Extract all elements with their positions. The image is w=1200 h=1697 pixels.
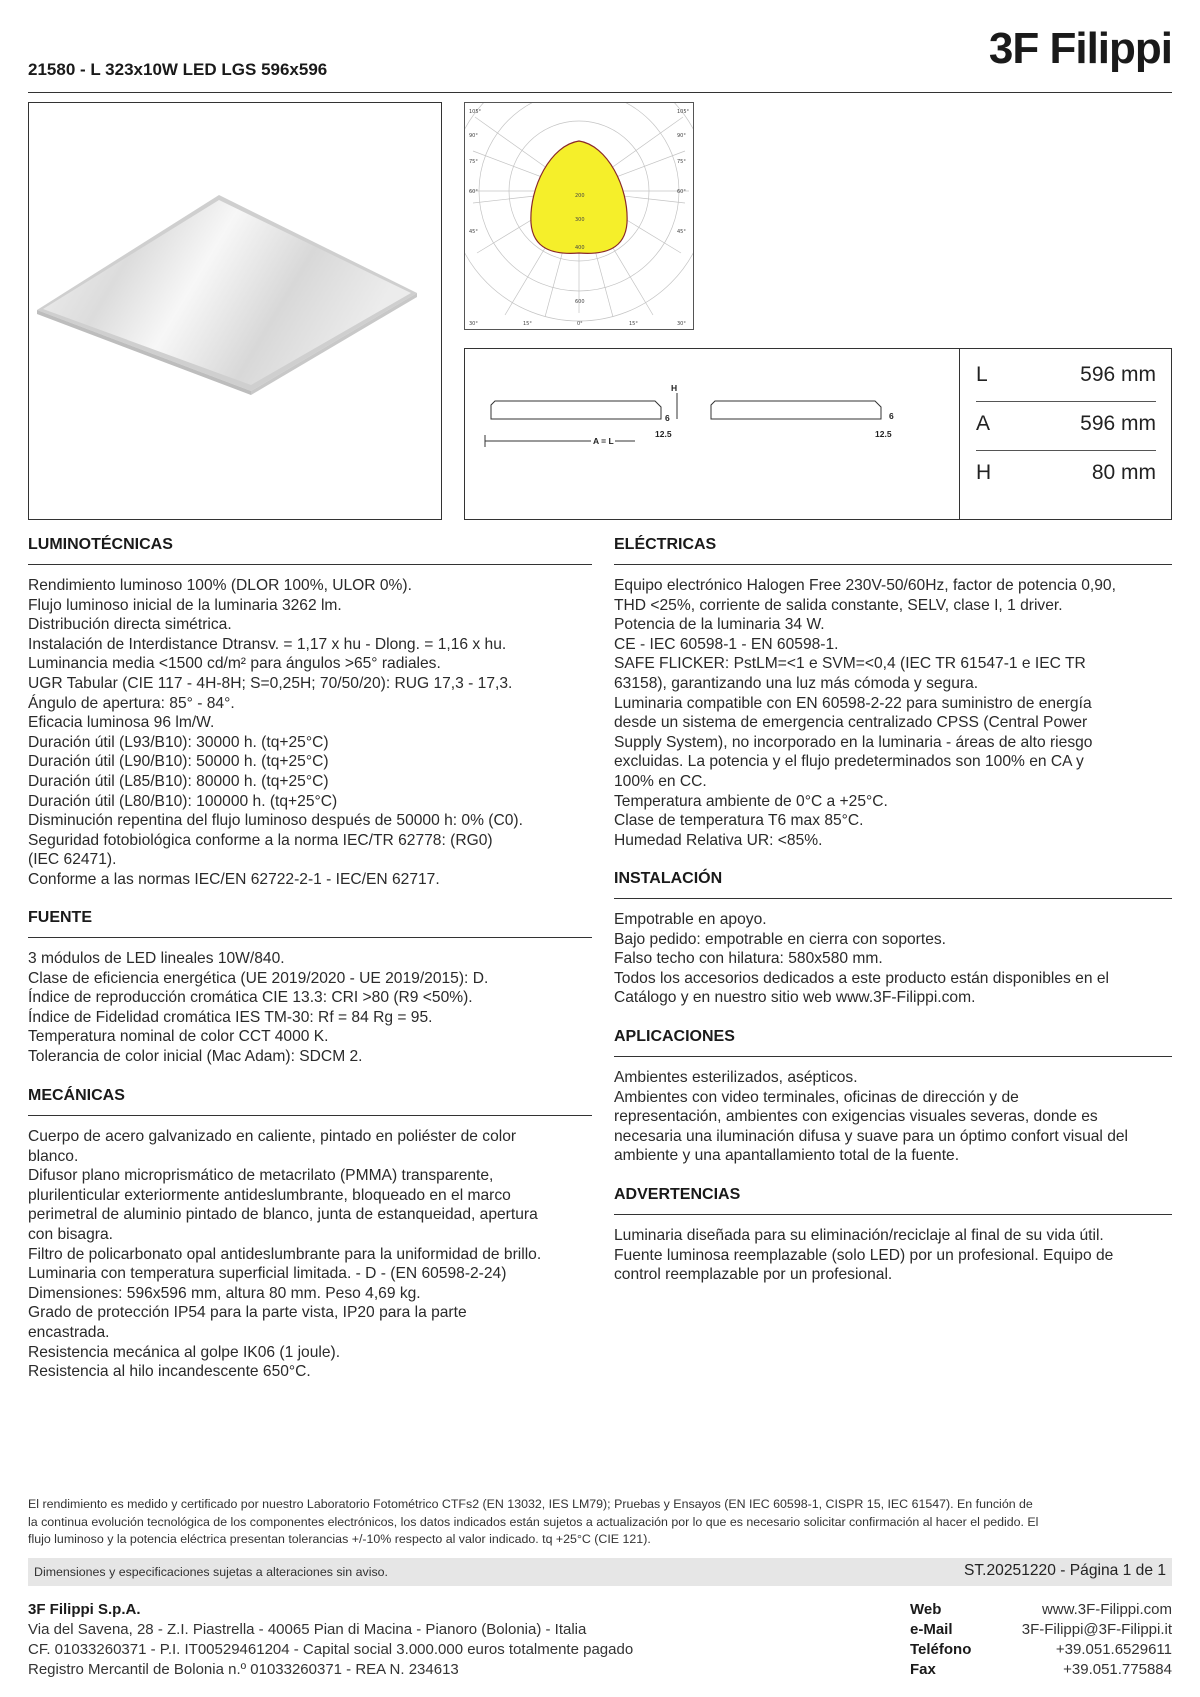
radial-value-label: 600 xyxy=(575,299,585,305)
angle-label: 75° xyxy=(469,159,478,165)
dimensions-table xyxy=(959,349,1173,519)
section-divider xyxy=(614,564,1172,565)
section-line: Equipo electrónico Halogen Free 230V-50/60Hz, factor de potencia 0,90, xyxy=(614,577,1116,594)
section-line: Resistencia mecánica al golpe IK06 (1 joule). xyxy=(28,1343,341,1361)
dimension-key: L xyxy=(976,363,988,386)
section-line: Flujo luminoso inicial de la luminaria 3262 lm. xyxy=(28,596,342,614)
section-line: 63158), garantizando una luz más cómoda y segura. xyxy=(614,674,979,692)
section-line: Duración útil (L93/B10): 30000 h. (tq+25°C) xyxy=(28,733,329,751)
product-image xyxy=(28,102,442,520)
section-body-mecanicas xyxy=(28,1127,541,1382)
section-line: Bajo pedido: empotrable en cierra con soportes. xyxy=(614,930,946,948)
contact-key: Web xyxy=(910,1601,942,1618)
company-tax-info: CF. 01033260371 - P.I. IT00529461204 - Capital social 3.000.000 euros totalmente pagado xyxy=(28,1641,634,1658)
section-line: blanco. xyxy=(28,1147,79,1165)
radial-value-label: 300 xyxy=(575,217,585,223)
dimension-value: 80 mm xyxy=(1091,461,1156,484)
footnote-line: flujo luminoso y la potencia eléctrica presentan tolerancias +/-10% respecto al valor indicado. tq +25°C (CIE 121). xyxy=(28,1532,651,1546)
section-line: Filtro de policarbonato opal antideslumbrante para la uniformidad de brillo. xyxy=(28,1245,542,1263)
angle-label: 105° xyxy=(469,109,482,115)
section-line: encastrada. xyxy=(28,1323,110,1341)
contact-fax xyxy=(910,1660,1172,1680)
dimension-drawing xyxy=(464,348,1172,520)
contact-value[interactable]: 3F-Filippi@3F-Filippi.it xyxy=(1021,1621,1172,1638)
angle-label: 15° xyxy=(629,321,638,327)
section-line: Difusor plano microprismático de metacrilato (PMMA) transparente, xyxy=(28,1167,494,1185)
section-line: Luminaria compatible con EN 60598-2-22 para suministro de energía xyxy=(614,694,1092,712)
section-line: Rendimiento luminoso 100% (DLOR 100%, ULOR 0%). xyxy=(28,577,412,594)
company-info xyxy=(28,1600,633,1680)
section-line: Duración útil (L90/B10): 50000 h. (tq+25°C) xyxy=(28,753,329,771)
section-body-electricas xyxy=(614,576,1116,850)
radial-value-label: 400 xyxy=(575,245,585,251)
section-line: UGR Tabular (CIE 117 - 4H-8H; S=0,25H; 70/50/20): RUG 17,3 - 17,3. xyxy=(28,674,513,692)
section-line: excluidas. La potencia y el flujo predeterminados son 100% en CA y xyxy=(614,753,1084,771)
dimension-key: A xyxy=(976,412,991,435)
angle-label: 90° xyxy=(469,133,478,139)
section-line: perimetral de aluminio pintado de blanco, junta de estanqueidad, apertura xyxy=(28,1206,538,1224)
section-line: Clase de temperatura T6 max 85°C. xyxy=(614,812,864,830)
angle-label: 30° xyxy=(677,321,686,327)
section-line: Instalación de Interdistance Dtransv. = 1,17 x hu - Dlong. = 1,16 x hu. xyxy=(28,635,507,653)
profile-drawing xyxy=(465,349,959,519)
angle-label: 15° xyxy=(523,321,532,327)
angle-label: 60° xyxy=(469,189,478,195)
section-line: CE - IEC 60598-1 - EN 60598-1. xyxy=(614,635,839,653)
section-line: (IEC 62471). xyxy=(28,851,117,869)
header-divider xyxy=(28,92,1172,93)
section-body-luminotecnicas xyxy=(28,576,523,890)
section-line: Dimensiones: 596x596 mm, altura 80 mm. Peso 4,69 kg. xyxy=(28,1284,421,1302)
contact-value: +39.051.6529611 xyxy=(1055,1641,1172,1658)
section-line: Temperatura nominal de color CCT 4000 K. xyxy=(28,1028,329,1046)
section-title-mecanicas: MECÁNICAS xyxy=(28,1087,125,1104)
section-divider xyxy=(28,1115,592,1116)
section-line: 100% en CC. xyxy=(614,772,707,790)
section-title-aplicaciones: APLICACIONES xyxy=(614,1028,735,1045)
length-label: A = L xyxy=(593,436,614,446)
section-line: Luminaria diseñada para su eliminación/reciclaje al final de su vida útil. xyxy=(614,1227,1104,1244)
page-reference: ST.20251220 - Página 1 de 1 xyxy=(963,1562,1166,1579)
section-body-fuente xyxy=(28,949,488,1067)
section-line: ambiente y una apantallamiento total de la fuente. xyxy=(614,1147,960,1165)
section-title-instalacion: INSTALACIÓN xyxy=(614,870,723,887)
section-line: Todos los accesorios dedicados a este producto están disponibles en el xyxy=(614,969,1109,987)
section-title-advertencias: ADVERTENCIAS xyxy=(614,1186,741,1203)
contact-key: e-Mail xyxy=(910,1621,953,1638)
angle-label: 30° xyxy=(469,321,478,327)
section-line: Duración útil (L80/B10): 100000 h. (tq+25°C) xyxy=(28,792,338,810)
section-line: Luminancia media <1500 cd/m² para ángulos >65° radiales. xyxy=(28,655,441,673)
contact-web xyxy=(910,1600,1172,1620)
section-line: Tolerancia de color inicial (Mac Adam): SDCM 2. xyxy=(28,1047,363,1065)
section-line: Eficacia luminosa 96 lm/W. xyxy=(28,714,215,732)
section-line: necesaria una iluminación difusa y suave para un óptimo confort visual del xyxy=(614,1127,1129,1145)
section-line: con bisagra. xyxy=(28,1225,113,1243)
section-line: Índice de Fidelidad cromática IES TM-30: Rf = 84 Rg = 95. xyxy=(28,1008,433,1026)
notice-bar xyxy=(28,1558,1172,1586)
angle-label: 105° xyxy=(677,109,690,115)
dim-6-left: 6 xyxy=(665,413,670,423)
height-label: H xyxy=(671,383,678,393)
section-line: Distribución directa simétrica. xyxy=(28,616,232,634)
company-address: Via del Savena, 28 - Z.I. Piastrella - 40065 Pian di Macina - Pianoro (Bolonia) - Italia xyxy=(28,1621,587,1638)
section-line: Seguridad fotobiológica conforme a la norma IEC/TR 62778: (RG0) xyxy=(28,831,493,849)
section-line: 3 módulos de LED lineales 10W/840. xyxy=(28,950,285,967)
section-line: THD <25%, corriente de salida constante, SELV, clase I, 1 driver. xyxy=(614,596,1063,614)
section-line: representación, ambientes con exigencias visuales severas, donde es xyxy=(614,1108,1098,1126)
angle-label: 45° xyxy=(469,229,478,235)
brand-logo: 3F Filippi xyxy=(988,24,1172,73)
section-divider xyxy=(614,898,1172,899)
section-line: Luminaria con temperatura superficial limitada. - D - (EN 60598-2-24) xyxy=(28,1265,507,1283)
company-registry: Registro Mercantil de Bolonia n.º 01033260371 - REA N. 234613 xyxy=(28,1661,459,1678)
section-line: Duración útil (L85/B10): 80000 h. (tq+25°C) xyxy=(28,772,329,790)
dimension-row-h xyxy=(976,451,1156,499)
section-line: Catálogo y en nuestro sitio web www.3F-Filippi.com. xyxy=(614,989,976,1007)
dimension-row-a xyxy=(976,402,1156,450)
footnote-line: la continua evolución tecnológica de los componentes electrónicos, los datos indicados están sujetos a actualización por lo que es necesario solicitar confirmación al hacer el pedido. El xyxy=(28,1514,1039,1529)
section-line: Fuente luminosa reemplazable (solo LED) por un profesional. Equipo de xyxy=(614,1246,1114,1264)
polar-diagram xyxy=(464,102,694,330)
contact-value[interactable]: www.3F-Filippi.com xyxy=(1041,1601,1172,1618)
dimension-key: H xyxy=(976,461,992,484)
panel-illustration xyxy=(29,103,440,518)
section-line: SAFE FLICKER: PstLM=<1 e SVM=<0,4 (IEC TR 61547-1 e IEC TR xyxy=(614,655,1086,673)
section-line: Supply System), no incorporado en la luminaria - áreas de alto riesgo xyxy=(614,733,1093,751)
section-title-electricas: ELÉCTRICAS xyxy=(614,536,717,553)
section-body-aplicaciones xyxy=(614,1068,1128,1166)
product-title: 21580 - L 323x10W LED LGS 596x596 xyxy=(28,60,328,79)
section-line: Conforme a las normas IEC/EN 62722-2-1 - IEC/EN 62717. xyxy=(28,870,440,888)
section-line: Empotrable en apoyo. xyxy=(614,911,767,928)
section-line: Falso techo con hilatura: 580x580 mm. xyxy=(614,950,883,968)
section-line: Ambientes esterilizados, asépticos. xyxy=(614,1069,858,1086)
section-line: desde un sistema de emergencia centralizado CPSS (Central Power xyxy=(614,714,1088,732)
angle-label: 90° xyxy=(677,133,686,139)
section-line: Grado de protección IP54 para la parte vista, IP20 para la parte xyxy=(28,1304,467,1322)
section-divider xyxy=(614,1214,1172,1215)
section-line: Disminución repentina del flujo luminoso después de 50000 h: 0% (C0). xyxy=(28,812,523,830)
section-title-fuente: FUENTE xyxy=(28,909,92,926)
section-body-instalacion xyxy=(614,910,1109,1008)
contact-info xyxy=(910,1600,1172,1680)
dim-12-5-right: 12.5 xyxy=(875,429,892,439)
section-divider xyxy=(614,1056,1172,1057)
contact-key: Fax xyxy=(910,1661,936,1678)
section-title-luminotecnicas: LUMINOTÉCNICAS xyxy=(28,536,173,553)
section-line: Potencia de la luminaria 34 W. xyxy=(614,616,825,634)
angle-label: 60° xyxy=(677,189,686,195)
contact-key: Teléfono xyxy=(910,1641,972,1658)
dimension-value: 596 mm xyxy=(1080,412,1156,435)
company-name: 3F Filippi S.p.A. xyxy=(28,1601,141,1618)
section-divider xyxy=(28,564,592,565)
section-line: Humedad Relativa UR: <85%. xyxy=(614,831,823,849)
performance-footnote xyxy=(28,1496,1172,1549)
dim-12-5-left: 12.5 xyxy=(655,429,672,439)
section-line: Temperatura ambiente de 0°C a +25°C. xyxy=(614,792,888,810)
contact-email xyxy=(910,1620,1172,1640)
section-line: Índice de reproducción cromática CIE 13.3: CRI >80 (R9 <50%). xyxy=(28,989,473,1007)
section-line: Clase de eficiencia energética (UE 2019/2020 - UE 2019/2015): D. xyxy=(28,969,489,987)
contact-value: +39.051.775884 xyxy=(1063,1661,1172,1678)
section-line: plurilenticular exteriormente antideslumbrante, bloqueado en el marco xyxy=(28,1186,511,1204)
section-line: Cuerpo de acero galvanizado en caliente, pintado en poliéster de color xyxy=(28,1128,517,1145)
dim-6-right: 6 xyxy=(889,411,894,421)
notice-text: Dimensiones y especificaciones sujetas a alteraciones sin aviso. xyxy=(34,1565,388,1579)
angle-label: 75° xyxy=(677,159,686,165)
section-divider xyxy=(28,937,592,938)
section-body-advertencias xyxy=(614,1226,1113,1285)
angle-label: 45° xyxy=(677,229,686,235)
angle-label: 0° xyxy=(577,321,583,327)
contact-phone xyxy=(910,1640,1172,1660)
radial-value-label: 200 xyxy=(575,193,585,199)
section-line: Ambientes con video terminales, oficinas de dirección y de xyxy=(614,1088,1019,1106)
footnote-line: El rendimiento es medido y certificado por nuestro Laboratorio Fotométrico CTFs2 (EN 13032, IES LM79); Pruebas y Ensayos (EN IEC 60598-1, CISPR 15, IEC 61547). En función de xyxy=(28,1497,1033,1511)
section-line: Ángulo de apertura: 85° - 84°. xyxy=(28,694,235,712)
dimension-value: 596 mm xyxy=(1080,363,1156,386)
section-line: Resistencia al hilo incandescente 650°C. xyxy=(28,1363,311,1381)
section-line: control reemplazable por un profesional. xyxy=(614,1266,893,1284)
dimension-row-l xyxy=(976,353,1156,401)
